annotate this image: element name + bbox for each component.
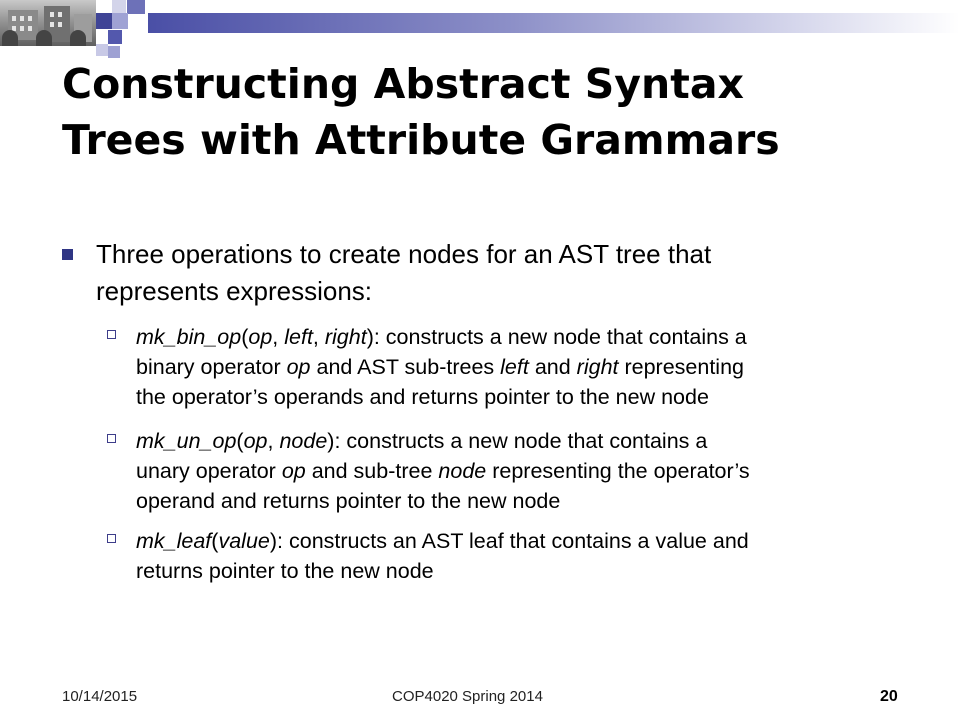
text-run: and sub-tree	[305, 459, 439, 483]
italic-term: right	[576, 355, 619, 379]
sub-bullet-mk-bin-op	[107, 322, 917, 412]
text-run: and AST sub-trees	[310, 355, 501, 379]
slide-title	[62, 56, 922, 168]
hollow-square-bullet-icon	[107, 434, 116, 443]
italic-term: mk_un_op	[136, 429, 237, 453]
text-run: (	[241, 325, 249, 349]
bullet-item-operations	[62, 236, 922, 310]
title-line-1: Constructing Abstract Syntax	[62, 60, 744, 108]
text-run: ): constructs a new node that contains a	[327, 429, 708, 453]
footer-course: COP4020 Spring 2014	[392, 688, 543, 705]
sub3-line-2	[136, 556, 917, 586]
hollow-square-bullet-icon	[107, 534, 116, 543]
italic-term: op	[243, 429, 268, 453]
italic-term: value	[218, 529, 270, 553]
italic-term: left	[500, 355, 529, 379]
italic-term: op	[281, 459, 306, 483]
text-run: (	[236, 429, 244, 453]
slide-number: 20	[880, 688, 898, 705]
italic-term: mk_leaf	[136, 529, 212, 553]
header-gradient-bar	[148, 13, 960, 33]
italic-term: node	[438, 459, 487, 483]
text-run: ): constructs a new node that contains a	[366, 325, 747, 349]
footer-date: 10/14/2015	[62, 688, 138, 705]
text-run: ,	[267, 429, 280, 453]
italic-term: op	[286, 355, 311, 379]
text-run: binary operator	[136, 355, 287, 379]
building-photo-icon	[0, 0, 96, 46]
decor-square-1	[96, 0, 112, 14]
text-run: returns pointer to the new node	[136, 559, 434, 583]
decor-square-7	[96, 44, 108, 56]
sub3-line-1	[136, 526, 917, 556]
text-run: operand and returns pointer to the new node	[136, 489, 561, 513]
italic-term: right	[324, 325, 367, 349]
text-run: representing	[618, 355, 744, 379]
text-run: representing the operator’s	[486, 459, 750, 483]
text-run: ,	[272, 325, 285, 349]
sub2-line-2	[136, 456, 917, 486]
text-run: unary operator	[136, 459, 282, 483]
text-run: the operator’s operands and returns pointer to the new node	[136, 385, 709, 409]
text-run: ,	[312, 325, 325, 349]
square-bullet-icon	[62, 249, 73, 260]
decor-square-4	[96, 13, 112, 29]
text-run: ): constructs an AST leaf that contains a value and	[269, 529, 749, 553]
text-run: (	[211, 529, 219, 553]
italic-term: left	[284, 325, 313, 349]
decor-square-6	[108, 30, 122, 44]
sub-bullet-mk-leaf	[107, 526, 917, 586]
bullet-text-line-1: Three operations to create nodes for an AST tree that	[96, 239, 712, 269]
sub2-line-1	[136, 426, 917, 456]
italic-term: op	[248, 325, 273, 349]
title-line-2: Trees with Attribute Grammars	[62, 116, 780, 164]
sub-bullet-mk-un-op	[107, 426, 917, 516]
italic-term: mk_bin_op	[136, 325, 242, 349]
sub1-line-3	[136, 382, 917, 412]
italic-term: node	[279, 429, 328, 453]
sub1-line-1	[136, 322, 917, 352]
hollow-square-bullet-icon	[107, 330, 116, 339]
bullet-text-line-2: represents expressions:	[96, 276, 373, 306]
sub1-line-2	[136, 352, 917, 382]
decor-square-5	[112, 13, 128, 29]
decor-square-3	[127, 0, 145, 14]
decor-square-2	[112, 0, 126, 14]
text-run: and	[528, 355, 577, 379]
sub2-line-3	[136, 486, 917, 516]
